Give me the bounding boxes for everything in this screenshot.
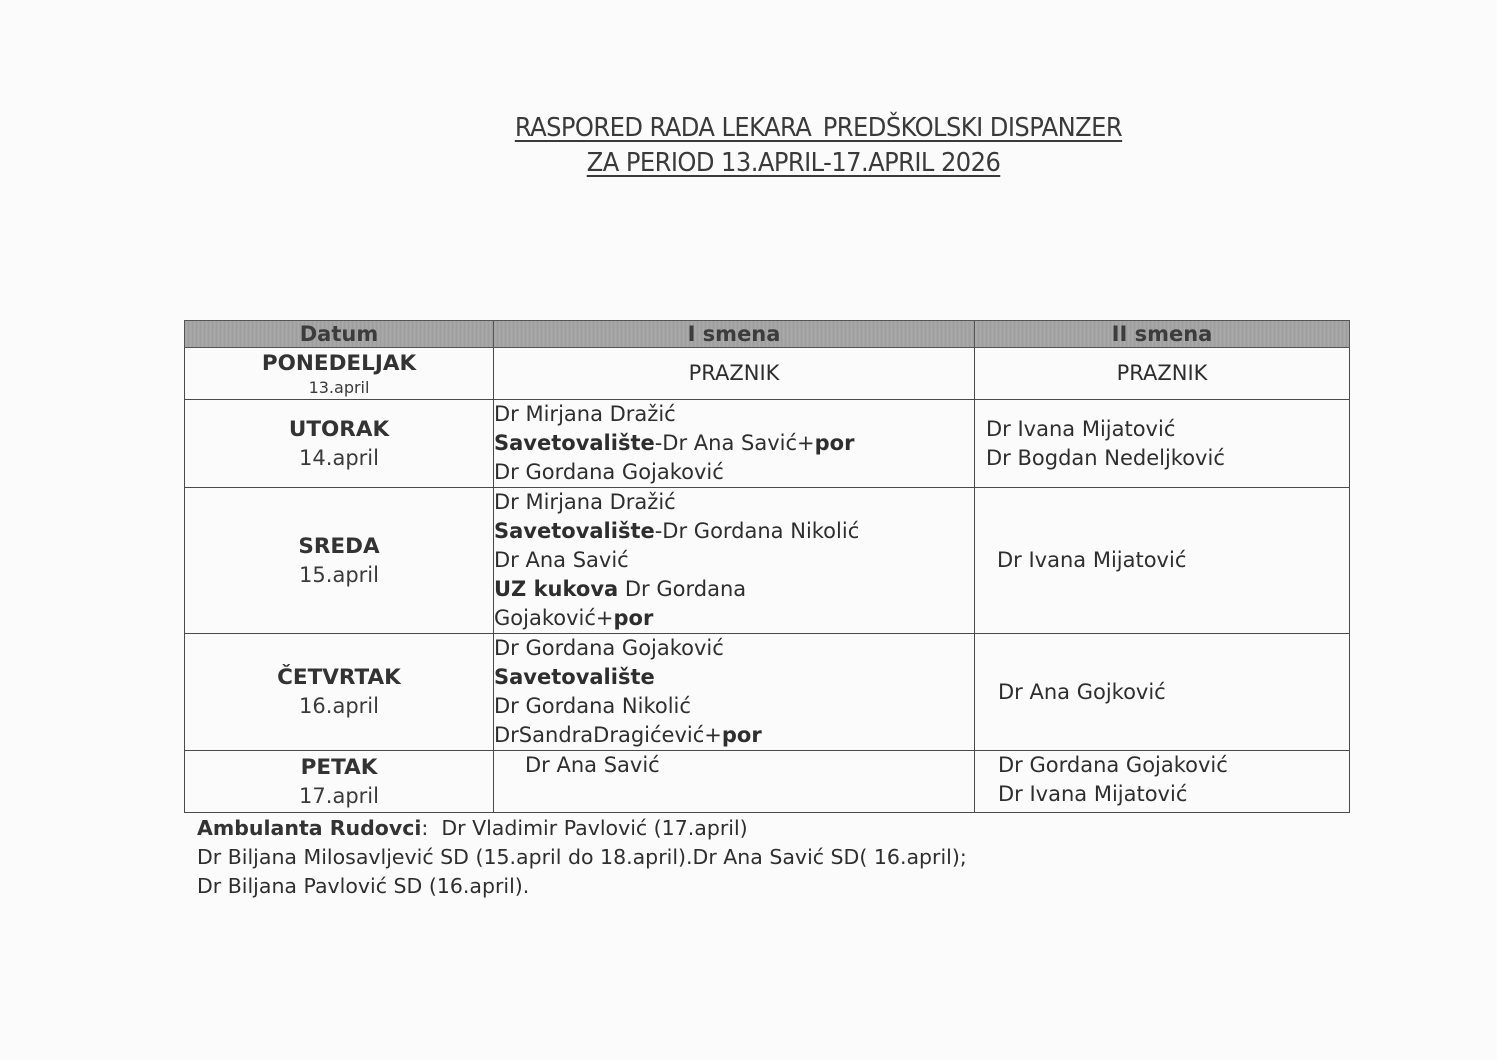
doctor-entry	[494, 400, 974, 429]
day-name: PETAK	[300, 754, 378, 780]
shift-2-cell	[975, 488, 1350, 634]
doctor-entry	[494, 692, 974, 721]
header-date: Datum	[185, 321, 494, 348]
por-label: por	[613, 606, 654, 630]
ambulanta-separator: :	[421, 816, 429, 840]
footer-notes	[197, 814, 967, 901]
day-name: SREDA	[298, 533, 380, 559]
service-label: UZ kukova	[494, 577, 619, 601]
shift-1-cell	[494, 400, 975, 488]
doctor-name: Dr Ana Gojković	[998, 679, 1166, 704]
doctor-entry	[494, 663, 974, 692]
por-label: por	[721, 723, 762, 747]
ambulanta-doctor: Dr Vladimir Pavlović (17.april)	[428, 816, 748, 840]
doctor-name: Dr Ivana Mijatović	[998, 782, 1188, 806]
doctor-name: Dr Gordana Gojaković	[494, 460, 724, 484]
doctor-name: Dr Mirjana Dražić	[494, 402, 676, 426]
doctor-entry	[494, 721, 974, 750]
doctor-entry	[494, 458, 974, 487]
doctor-name: Dr Bogdan Nedeljković	[986, 445, 1225, 470]
table-row	[185, 634, 1350, 751]
shift-1-cell	[494, 634, 975, 751]
doctor-name: Dr Gordana Gojaković	[494, 636, 724, 660]
doctor-name: Dr Ivana Mijatović	[997, 548, 1187, 572]
header-shift-2: II smena	[975, 321, 1350, 348]
table-row	[185, 400, 1350, 488]
doctor-entry	[494, 575, 974, 604]
date-cell	[185, 400, 494, 488]
date-cell	[185, 751, 494, 813]
service-label: Savetovalište	[494, 665, 655, 689]
document-title: RASPORED RADA LEKARA_PREDŠKOLSKI DISPANZER	[514, 113, 1123, 143]
doctor-entry	[494, 488, 974, 517]
day-name: ČETVRTAK	[277, 665, 401, 690]
doctor-entry	[494, 546, 974, 575]
shift-2-cell	[975, 348, 1350, 400]
shift-2-cell	[975, 751, 1350, 813]
doctor-entry	[494, 429, 974, 458]
holiday-label: PRAZNIK	[1116, 361, 1208, 385]
holiday-label: PRAZNIK	[688, 361, 780, 385]
document-subtitle-period: ZA PERIOD 13.APRIL-17.APRIL 2026	[586, 148, 1001, 178]
shift-2-cell	[975, 634, 1350, 751]
date-cell	[185, 488, 494, 634]
header-shift-1: I smena	[494, 321, 975, 348]
table-row	[185, 488, 1350, 634]
doctor-name: DrSandraDragićević+	[494, 723, 722, 747]
day-date: 17.april	[299, 783, 379, 808]
doctor-name: Dr Mirjana Dražić	[494, 490, 676, 514]
doctor-entry	[494, 604, 974, 633]
doctor-name: Dr Ana Savić	[525, 753, 660, 777]
shift-1-cell	[494, 751, 975, 813]
doctor-name: Dr Gordana	[618, 577, 747, 601]
doctor-name: Dr Ana Savić	[494, 548, 629, 572]
doctor-name: Dr Gordana Gojaković	[998, 753, 1228, 777]
shift-1-cell	[494, 348, 975, 400]
por-label: por	[814, 431, 855, 455]
table-header-row	[185, 321, 1350, 348]
schedule-table	[184, 320, 1350, 813]
sick-leave-note: Dr Biljana Pavlović SD (16.april).	[197, 874, 530, 898]
service-label: Savetovalište	[494, 431, 655, 455]
day-date: 16.april	[299, 694, 379, 718]
table-row	[185, 348, 1350, 400]
date-cell	[185, 348, 494, 400]
doctor-name: Dr Ivana Mijatović	[986, 416, 1176, 441]
doctor-name: -Dr Gordana Nikolić	[654, 519, 860, 543]
table-row	[185, 751, 1350, 813]
doctor-entry	[494, 634, 974, 663]
date-cell	[185, 634, 494, 751]
service-label: Savetovalište	[494, 519, 655, 543]
day-date: 15.april	[299, 562, 379, 587]
doctor-name: Gojaković+	[494, 606, 614, 630]
day-name: PONEDELJAK	[261, 351, 417, 376]
day-name: UTORAK	[288, 416, 390, 442]
sick-leave-note: Dr Biljana Milosavljević SD (15.april do 18.april).Dr Ana Savić SD( 16.april);	[197, 845, 967, 869]
doctor-name: -Dr Ana Savić+	[654, 431, 815, 455]
day-date: 14.april	[299, 445, 379, 470]
ambulanta-label: Ambulanta Rudovci	[197, 816, 422, 840]
shift-1-cell	[494, 488, 975, 634]
shift-2-cell	[975, 400, 1350, 488]
ambulanta-note	[197, 814, 967, 843]
doctor-entry	[494, 517, 974, 546]
day-date: 13.april	[308, 378, 370, 397]
doctor-name: Dr Gordana Nikolić	[494, 694, 691, 718]
